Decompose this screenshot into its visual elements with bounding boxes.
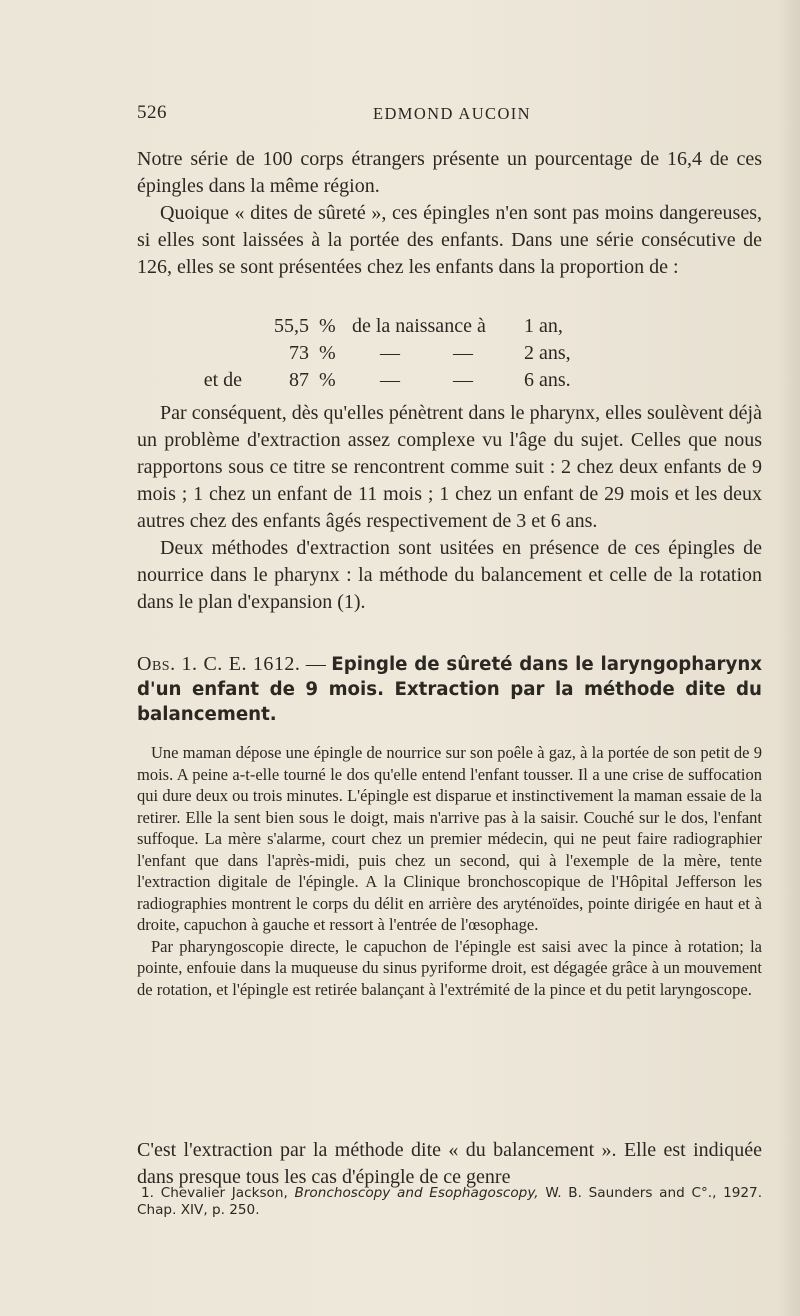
paragraph-3: Par conséquent, dès qu'elles pénètrent dans le pharynx, elles soulèvent déjà un problème d'extraction assez complexe vu l'âge du sujet. Celles que nous rapportons sous ce titre se rencontrent comme suit : 2 chez deux enfants de 9 mois ; 1 chez un enfant de 11 mois ; 1 chez un enfant de 29 mois et les deux autres chez des enfants âgés respectivement de 3 et 6 ans. [137, 402, 762, 532]
proportion-unit: % [319, 342, 336, 364]
paragraph-1: Notre série de 100 corps étrangers présente un pourcentage de 16,4 de ces épingles dans la même région. [137, 148, 762, 197]
page-header [137, 102, 762, 130]
proportion-value: 87 [289, 369, 309, 391]
main-text-continued [137, 400, 762, 616]
proportion-value: 73 [289, 342, 309, 364]
footnote [137, 1185, 762, 1219]
conclusion-text [137, 1137, 762, 1191]
footnote-number: 1. [141, 1185, 154, 1201]
observation-heading [137, 652, 762, 727]
proportion-ditto: — [453, 342, 473, 364]
paragraph-4: Deux méthodes d'extraction sont usitées en présence de ces épingles de nourrice dans le pharynx : la méthode du balancement et celle de la rotation dans le plan d'expansion (1). [137, 537, 762, 613]
proportion-unit: % [319, 369, 336, 391]
observation-paragraph-2: Par pharyngoscopie directe, le capuchon de l'épingle est saisi avec la pince à rotation; la pointe, enfouie dans la muqueuse du sinus pyriforme droit, est dégagée grâce à un mouvement de rotation, et l'épingle est retirée balançant à l'extrémité de la pince et du petit laryngoscope. [137, 936, 762, 999]
observation-paragraph-1: Une maman dépose une épingle de nourrice sur son poêle à gaz, à la portée de son petit de 9 mois. A peine a-t-elle tourné le dos qu'elle entend l'enfant tousser. Il a une crise de suffocation qui dure deux ou trois minutes. L'épingle est disparue et instinctivement la maman essaie de la retirer. Elle la sent bien sous le doigt, mais n'arrive pas à la saisir. Couché sur le dos, l'enfant suffoque. La mère s'alarme, court chez un premier médecin, qui ne peut faire radiographier l'enfant que dans l'après-midi, puis chez un second, qui à l'exemple de la mère, tente l'extraction digitale de l'épingle. A la Clinique bronchoscopique de l'Hôpital Jefferson les radiographies montrent le corps du délit en arrière des aryténoïdes, pointe dirigée en haut et à droite, capuchon à gauche et ressort à l'entrée de l'œsophage. [137, 743, 762, 934]
page-edge-shadow [778, 0, 800, 1316]
proportion-unit: % [319, 315, 336, 337]
page-number: 526 [137, 102, 167, 123]
observation-title: Epingle de sûreté dans le laryngopharynx d'un enfant de 9 mois. Extraction par la méthode dite du balancement. [137, 654, 763, 725]
conclusion-paragraph: C'est l'extraction par la méthode dite « du balancement ». Elle est indiquée dans presque tous les cas d'épingle de ce genre [137, 1139, 762, 1188]
footnote-publisher: W. B. Saunders and C°., 1927. Chap. XIV, p. 250. [137, 1185, 763, 1218]
proportion-ditto: — [380, 342, 400, 364]
proportion-ditto: — [453, 369, 473, 391]
proportion-prefix: et de [203, 369, 242, 391]
proportion-age: 6 ans. [524, 369, 571, 391]
proportion-table [137, 313, 762, 397]
proportion-from: de la naissance à [352, 315, 486, 337]
footnote-book-title: Bronchoscopy and Esophagoscopy, [294, 1185, 539, 1201]
proportion-value: 55,5 [274, 315, 309, 337]
proportion-row [137, 340, 762, 367]
proportion-age: 1 an, [524, 315, 563, 337]
proportion-age: 2 ans, [524, 342, 571, 364]
observation-label: Obs. 1. C. E. 1612. [137, 653, 301, 675]
proportion-ditto: — [380, 369, 400, 391]
observation-body [137, 742, 762, 1000]
running-head: EDMOND AUCOIN [373, 104, 531, 123]
main-text [137, 146, 762, 613]
footnote-author: Chevalier Jackson, [160, 1185, 288, 1201]
proportion-row [137, 313, 762, 340]
proportion-row [137, 367, 762, 394]
paragraph-2: Quoique « dites de sûreté », ces épingles n'en sont pas moins dangereuses, si elles sont laissées à la portée des enfants. Dans une série consécutive de 126, elles se sont présentées chez les enfants dans la proportion de : [137, 202, 762, 278]
observation-dash: — [300, 653, 332, 675]
